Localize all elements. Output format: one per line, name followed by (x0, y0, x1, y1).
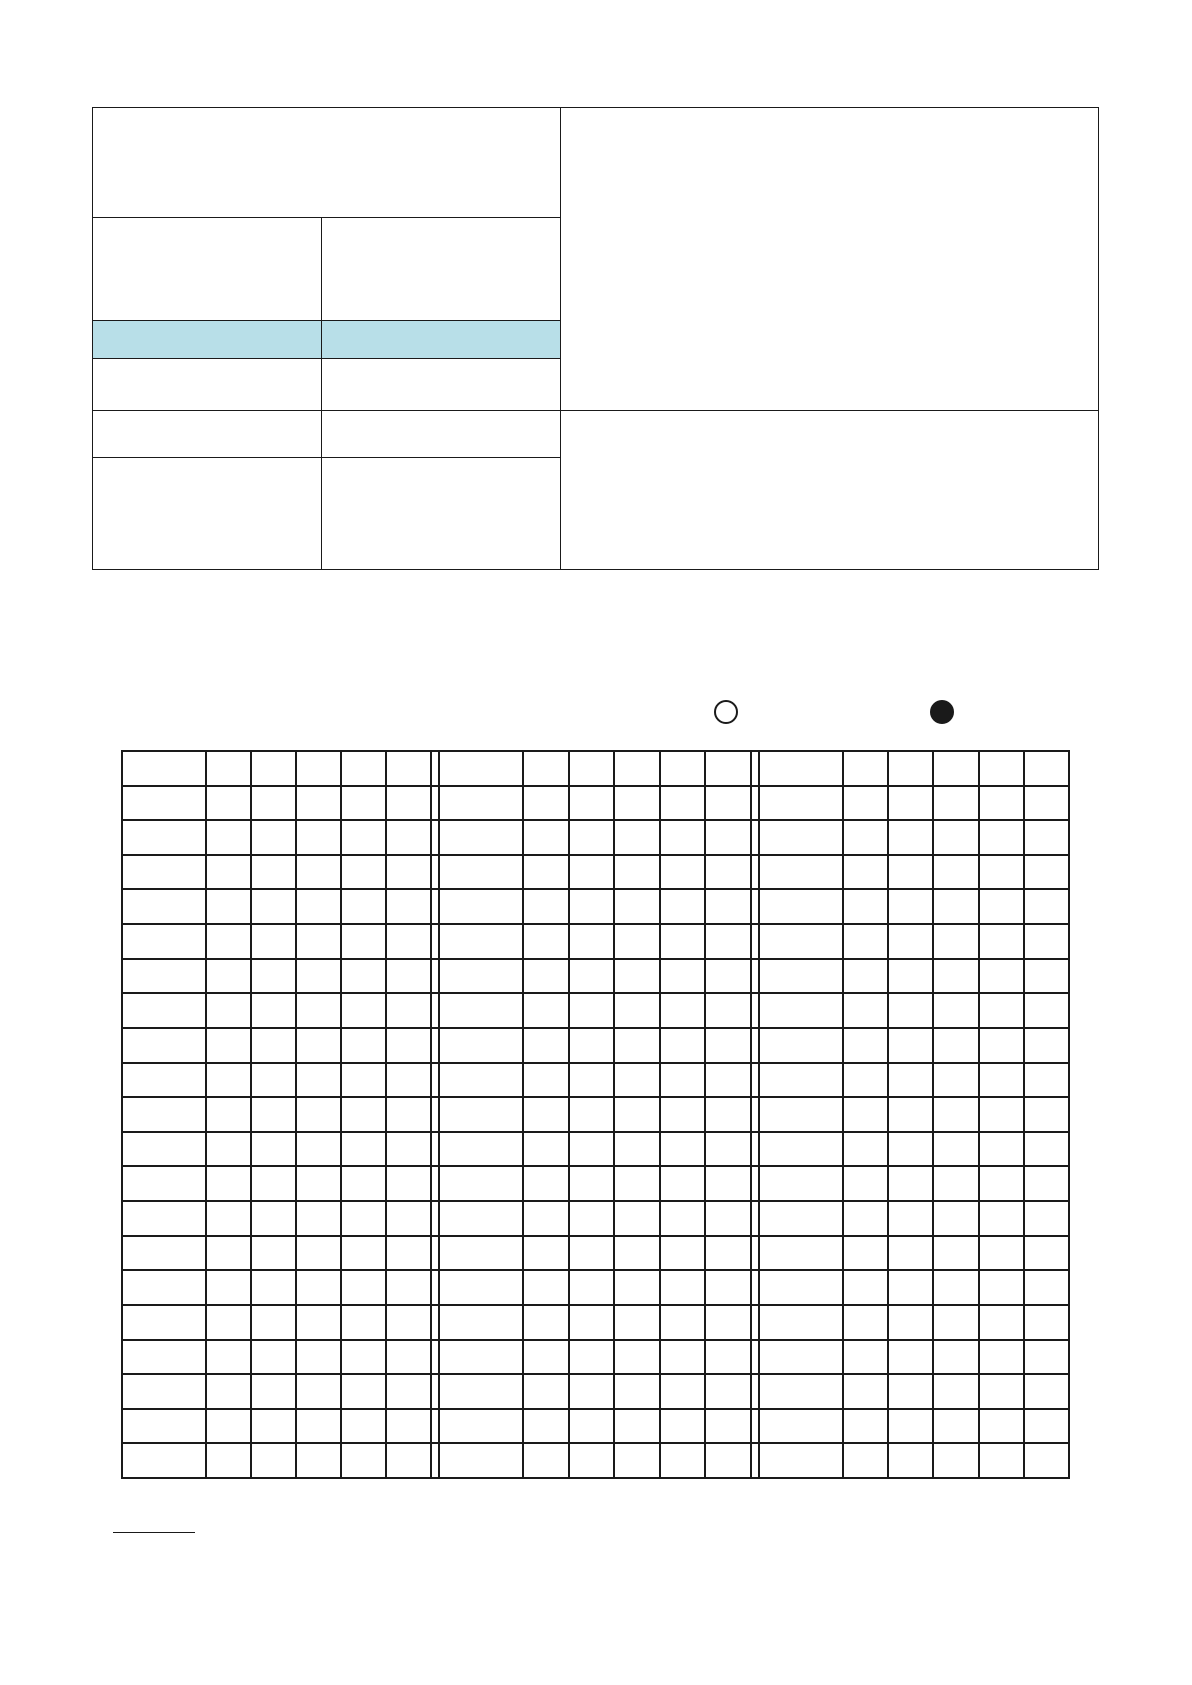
filled-circle-icon (930, 700, 954, 724)
answer-grid-row-line (121, 1027, 1068, 1029)
footnote-rule (113, 1532, 195, 1533)
answer-grid-row-line (121, 854, 1068, 856)
answer-grid-row-line (121, 1477, 1068, 1479)
answer-grid-block-right-border (1068, 750, 1070, 1479)
answer-grid-row-line (121, 1269, 1068, 1271)
info-table-row-line-1 (92, 217, 561, 218)
info-table-col-split (321, 217, 322, 570)
answer-grid-row-line (121, 819, 1068, 821)
answer-grid-option-col-line (704, 750, 706, 1477)
answer-grid-option-col-line (250, 750, 252, 1477)
answer-grid-option-col-line (385, 750, 387, 1477)
info-table-row-line-3 (92, 358, 561, 359)
answer-grid-option-col-line (568, 750, 570, 1477)
info-table-right-border (1098, 107, 1099, 570)
answer-grid-block-left-border (758, 750, 760, 1479)
info-table-main-divider (560, 107, 561, 570)
answer-grid-row-line (121, 992, 1068, 994)
answer-grid-number-col-line (522, 750, 524, 1477)
info-table-row-line-4 (92, 410, 1099, 411)
info-table-top-border (92, 107, 1099, 108)
answer-grid-block-left-border (438, 750, 440, 1479)
answer-grid-row-line (121, 1200, 1068, 1202)
answer-grid-row-line (121, 923, 1068, 925)
answer-grid-block-right-border (750, 750, 752, 1479)
info-table-row-line-5 (92, 457, 561, 458)
answer-grid-row-line (121, 888, 1068, 890)
answer-grid-block-right-border (430, 750, 432, 1479)
info-table-bottom-border (92, 569, 1099, 570)
answer-grid-row-line (121, 1304, 1068, 1306)
answer-grid-row-line (121, 1408, 1068, 1410)
answer-grid-row-line (121, 1235, 1068, 1237)
open-circle-icon (714, 700, 738, 724)
answer-grid-row-line (121, 1339, 1068, 1341)
answer-grid-option-col-line (613, 750, 615, 1477)
answer-grid-row-line (121, 1131, 1068, 1133)
answer-grid-option-col-line (887, 750, 889, 1477)
answer-grid-number-col-line (842, 750, 844, 1477)
answer-grid-row-line (121, 1373, 1068, 1375)
answer-grid-option-col-line (659, 750, 661, 1477)
answer-grid-row-line (121, 1442, 1068, 1444)
answer-grid-option-col-line (340, 750, 342, 1477)
info-table-highlight-row (93, 321, 560, 358)
answer-grid-option-col-line (1023, 750, 1025, 1477)
answer-grid-option-col-line (932, 750, 934, 1477)
answer-grid-number-col-line (205, 750, 207, 1477)
answer-grid-row-line (121, 1096, 1068, 1098)
answer-grid-row-line (121, 750, 1068, 752)
answer-grid-block-left-border (121, 750, 123, 1479)
answer-grid-row-line (121, 958, 1068, 960)
answer-grid-row-line (121, 1165, 1068, 1167)
answer-grid-row-line (121, 785, 1068, 787)
answer-grid-option-col-line (978, 750, 980, 1477)
answer-grid-row-line (121, 1062, 1068, 1064)
answer-grid-option-col-line (295, 750, 297, 1477)
